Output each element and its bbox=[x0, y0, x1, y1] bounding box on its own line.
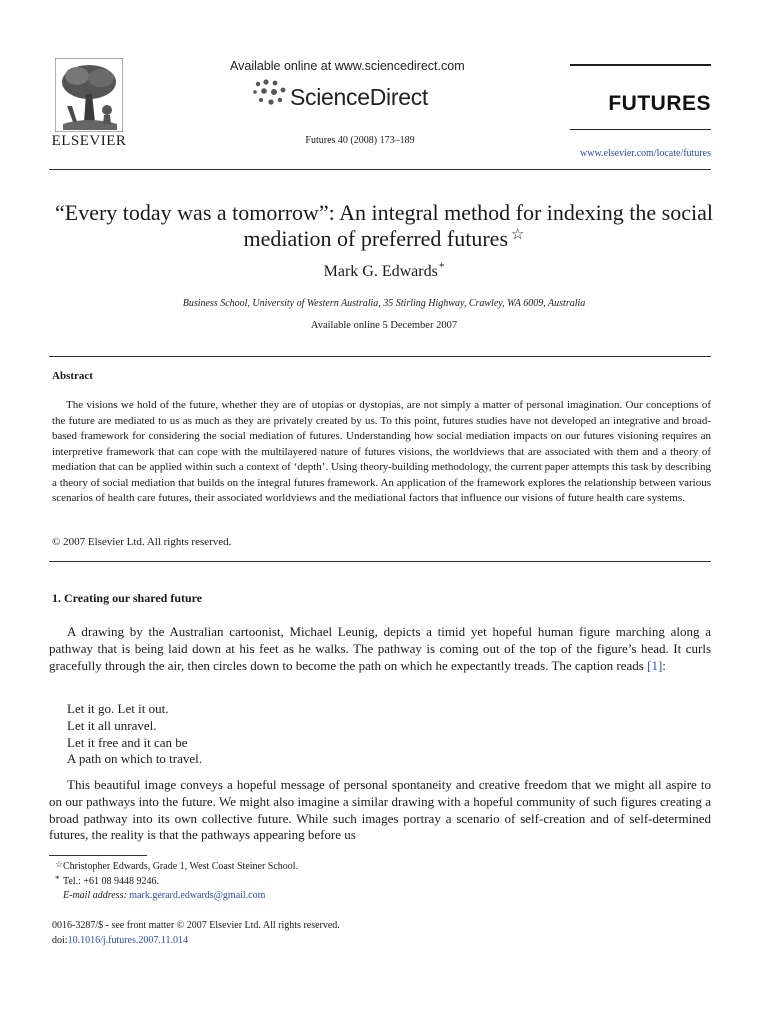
journal-name: FUTURES bbox=[608, 92, 711, 115]
section-heading: 1. Creating our shared future bbox=[52, 591, 203, 605]
verse-line: Let it go. Let it out. bbox=[67, 701, 169, 716]
verse-block bbox=[67, 701, 202, 768]
journal-url-link[interactable]: www.elsevier.com/locate/futures bbox=[580, 148, 711, 159]
email-line bbox=[49, 889, 298, 904]
footnote-rule bbox=[49, 855, 147, 856]
journal-reference: Futures 40 (2008) 173–189 bbox=[305, 135, 415, 146]
abstract-text: The visions we hold of the future, whether they are of utopias or dystopias, are not simply a matter of personal imagination. Our conceptions of the future are mediated to us as much as they are privately created by us. To this point, futures studies have not developed an integrative and broad-based framework for considering the social mediation of futures. Understanding how social mediation impacts on our futures visioning requires an interpretive framework that can cope with the multilayered nature of futures visions, the worldviews that are associated with them and a theory of mediation that can be applied within such a context of ‘depth’. Using theory-building methodology, the current paper attempts this task by describing a theory of social mediation that builds on the integral futures framework. An application of the framework explores the relationship between various scenarios of health care futures, their associated worldviews and the mediational factors that influence our visions of future health care systems. bbox=[52, 399, 711, 504]
email-link[interactable]: mark.gerard.edwards@gmail.com bbox=[129, 890, 266, 901]
imprint bbox=[52, 919, 340, 948]
footnote-text: Tel.: +61 08 9448 9246. bbox=[63, 875, 160, 887]
email-label: E-mail address: bbox=[63, 890, 127, 901]
footnote-text: Christopher Edwards, Grade 1, West Coast Steiner School. bbox=[63, 861, 299, 872]
paragraph-1-text: A drawing by the Australian cartoonist, Michael Leunig, depicts a timid yet hopeful human figure marching along a pathway that is being laid down at his feet as he walks. The pathway is coming out of the top of the figure’s head. It curls gracefully through the air, then circles down to become the path on which he expectantly treads. The caption reads bbox=[49, 624, 711, 673]
sciencedirect-wordmark: ScienceDirect bbox=[290, 84, 428, 110]
title-footnote-mark[interactable]: ☆ bbox=[511, 227, 525, 243]
paragraph-1-end: : bbox=[662, 657, 666, 673]
paper-title bbox=[40, 200, 728, 252]
verse-line: Let it all unravel. bbox=[67, 717, 157, 733]
section-paragraph-2: This beautiful image conveys a hopeful message of personal spontaneity and creative freedom that we might all aspire to on our pathways into the future. We might also imagine a similar drawing with a hopeful community of such figures creating a broad pathway into its own collective future. While such images portray a scenario of self-creation and of self-determined futures, the reality is that the pathways appearing before us bbox=[49, 777, 711, 843]
header-divider bbox=[49, 169, 711, 170]
journal-rule-top bbox=[570, 64, 711, 66]
reference-link[interactable]: [1] bbox=[647, 657, 663, 673]
sciencedirect-available-online: Available online at www.sciencedirect.com bbox=[230, 59, 465, 73]
author-name: Mark G. Edwards bbox=[323, 263, 438, 280]
footnote-mark: * bbox=[55, 873, 60, 884]
doi-link[interactable]: 10.1016/j.futures.2007.11.014 bbox=[67, 934, 189, 946]
abstract-rule-bottom bbox=[49, 561, 711, 562]
verse-line: Let it free and it can be bbox=[67, 734, 188, 750]
doi-line bbox=[52, 934, 340, 949]
elsevier-logo bbox=[49, 58, 129, 148]
verse-line: A path on which to travel. bbox=[67, 751, 203, 767]
footnote-mark: ☆ bbox=[55, 859, 64, 869]
abstract-rule-top bbox=[49, 356, 711, 357]
author bbox=[0, 263, 768, 281]
footnote bbox=[49, 860, 298, 875]
abstract-heading: Abstract bbox=[52, 370, 93, 382]
elsevier-wordmark: ELSEVIER bbox=[51, 133, 127, 149]
footnotes bbox=[49, 860, 298, 904]
footnote bbox=[49, 875, 298, 890]
section-paragraph-1 bbox=[49, 624, 711, 674]
paper-title-text: “Every today was a tomorrow”: An integral method for indexing the social mediation of preferred futures bbox=[55, 200, 713, 251]
issn-line: 0016-3287/$ - see front matter © 2007 Elsevier Ltd. All rights reserved. bbox=[52, 920, 340, 931]
abstract-copyright: © 2007 Elsevier Ltd. All rights reserved. bbox=[52, 536, 232, 548]
affiliation: Business School, University of Western Australia, 35 Stirling Highway, Crawley, WA 6009, Australia bbox=[182, 298, 586, 309]
author-footnote-mark[interactable]: * bbox=[438, 261, 445, 273]
doi-label: doi: bbox=[52, 934, 68, 946]
available-online-date: Available online 5 December 2007 bbox=[310, 320, 458, 331]
journal-rule-bottom bbox=[570, 129, 711, 130]
sciencedirect-dots-icon bbox=[250, 78, 290, 108]
abstract-body bbox=[52, 398, 711, 507]
elsevier-tree-icon bbox=[55, 58, 123, 132]
